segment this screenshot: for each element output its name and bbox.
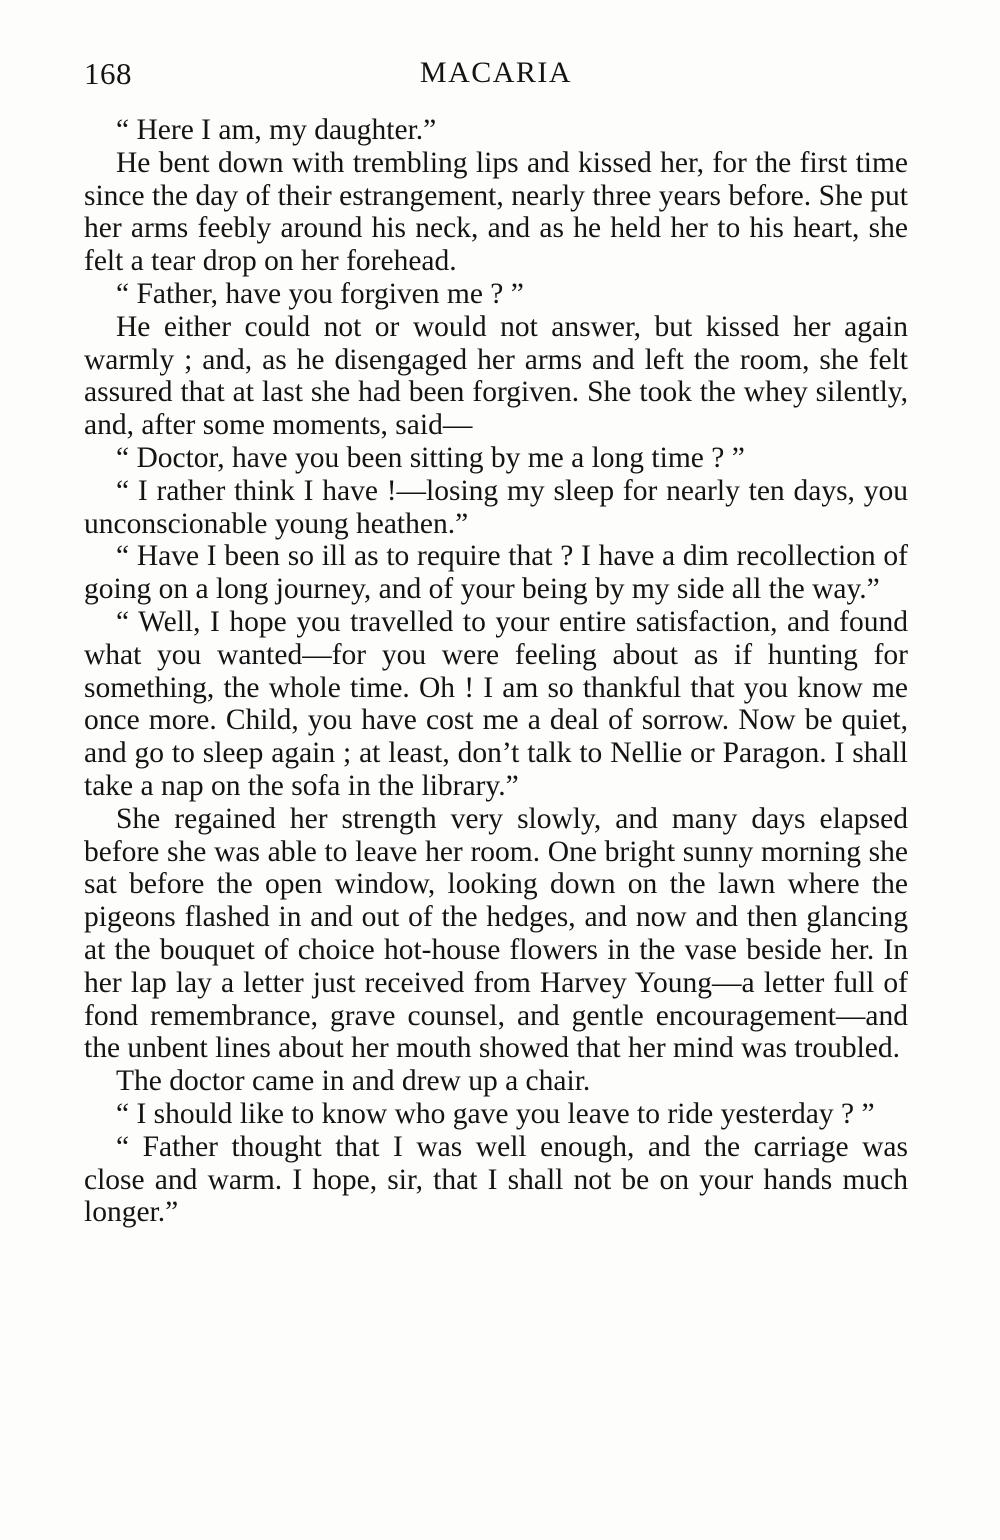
running-title: MACARIA (419, 56, 573, 89)
paragraph: He bent down with trembling lips and kissed her, for the first time since the day of their estrangement, nearly three years before. She put her arms feebly around his neck, and as he held her to his heart, she felt a tear drop on her forehead. (84, 146, 908, 278)
paragraph: He either could not or would not answer, but kissed her again warmly ; and, as he disengaged her arms and left the room, she felt assured that at last she had been forgiven. She took the whey silently, and, after some moments, said— (84, 310, 908, 442)
paragraph: She regained her strength very slowly, and many days elapsed before she was able to leave her room. One bright sunny morning she sat before the open window, looking down on the lawn where the pigeons flashed in and out of the hedges, and now and then glancing at the bouquet of choice hot-house flowers in the vase beside her. In her lap lay a letter just received from Harvey Young—a letter full of fond remembrance, grave counsel, and gentle encouragement—and the unbent lines about her mouth showed that her mind was troubled. (84, 802, 908, 1065)
paragraph: “ I rather think I have !—losing my sleep for nearly ten days, you unconscionable young heathen.” (84, 474, 908, 540)
paragraph: “ Father, have you forgiven me ? ” (116, 277, 524, 310)
paragraph: “ Well, I hope you travelled to your entire satisfaction, and found what you wanted—for you were feeling about as if hunting for something, the whole time. Oh ! I am so thankful that you know me once more. Child, you have cost me a deal of sorrow. Now be quiet, and go to sleep again ; at least, don’t talk to Nellie or Paragon. I shall take a nap on the sofa in the library.” (84, 605, 908, 802)
body-text (84, 114, 908, 1229)
running-head (84, 56, 908, 100)
paragraph: The doctor came in and drew up a chair. (116, 1065, 591, 1098)
paragraph: “ Doctor, have you been sitting by me a long time ? ” (116, 441, 745, 474)
page-number: 168 (84, 56, 132, 91)
paragraph: “ Have I been so ill as to require that ? I have a dim recollection of going on a long journey, and of your being by my side all the way.” (84, 540, 908, 606)
paragraph: “ I should like to know who gave you leave to ride yesterday ? ” (116, 1097, 875, 1130)
paragraph: “ Here I am, my daughter.” (116, 114, 437, 146)
paragraph: “ Father thought that I was well enough, and the carriage was close and warm. I hope, sir, that I shall not be on your hands much longer.” (84, 1130, 908, 1229)
